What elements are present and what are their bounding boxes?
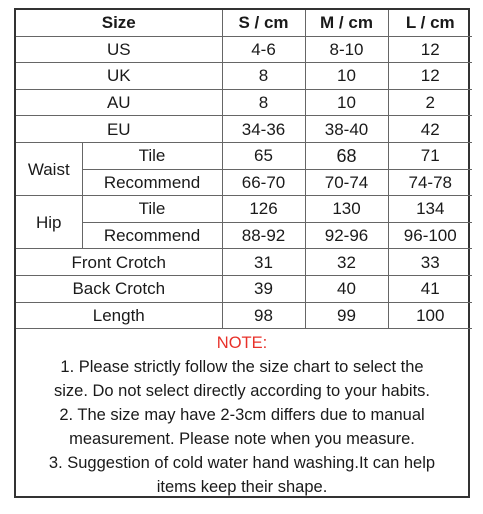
note-line: 3. Suggestion of cold water hand washing.It can help (48, 454, 436, 473)
cell-l: 12 (388, 63, 472, 90)
note-line: 1. Please strictly follow the size chart to select the (60, 358, 424, 377)
note-line: 2. The size may have 2-3cm differs due to manual (59, 406, 425, 425)
note-line: size. Do not select directly according to your habits. (53, 382, 430, 401)
cell-s: 8 (222, 89, 305, 116)
cell-l: 96-100 (388, 222, 472, 249)
cell-s: 39 (222, 275, 305, 302)
header-m: M / cm (305, 10, 388, 36)
cell-m: 40 (305, 275, 388, 302)
cell-s: 4-6 (222, 36, 305, 63)
cell-s: 34-36 (222, 116, 305, 143)
row-label: Back Crotch (16, 275, 222, 302)
note-line: items keep their shape. (156, 478, 328, 497)
table-row (16, 63, 472, 90)
cell-s: 31 (222, 249, 305, 276)
table-row (16, 275, 472, 302)
cell-l: 74-78 (388, 169, 472, 196)
header-l: L / cm (388, 10, 472, 36)
cell-l: 71 (388, 142, 472, 169)
table-row (16, 142, 472, 169)
sub-label: Tile (82, 196, 222, 223)
size-table (16, 10, 472, 329)
row-label: Length (16, 302, 222, 329)
row-label: US (16, 36, 222, 63)
size-chart (14, 8, 470, 498)
note-title: NOTE: (216, 334, 268, 353)
cell-s: 126 (222, 196, 305, 223)
sub-label: Recommend (82, 222, 222, 249)
cell-m: 130 (305, 196, 388, 223)
note-section (16, 329, 468, 499)
table-row (16, 36, 472, 63)
cell-m: 99 (305, 302, 388, 329)
row-label: AU (16, 89, 222, 116)
sub-label: Tile (82, 142, 222, 169)
cell-m: 8-10 (305, 36, 388, 63)
table-header-row (16, 10, 472, 36)
header-size: Size (16, 10, 222, 36)
note-line: measurement. Please note when you measure. (69, 430, 415, 449)
cell-m: 92-96 (305, 222, 388, 249)
cell-l: 2 (388, 89, 472, 116)
cell-l: 42 (388, 116, 472, 143)
table-row (16, 169, 472, 196)
cell-s: 8 (222, 63, 305, 90)
cell-l: 134 (388, 196, 472, 223)
cell-m: 70-74 (305, 169, 388, 196)
sub-label: Recommend (82, 169, 222, 196)
cell-l: 100 (388, 302, 472, 329)
cell-l: 12 (388, 36, 472, 63)
row-label: EU (16, 116, 222, 143)
cell-s: 88-92 (222, 222, 305, 249)
table-row (16, 116, 472, 143)
cell-m: 38-40 (305, 116, 388, 143)
hip-label: Hip (16, 196, 82, 249)
waist-label: Waist (16, 142, 82, 195)
cell-s: 66-70 (222, 169, 305, 196)
table-row (16, 249, 472, 276)
table-row (16, 302, 472, 329)
cell-m: 10 (305, 89, 388, 116)
cell-m: 10 (305, 63, 388, 90)
cell-m: 68 (305, 142, 388, 169)
row-label: Front Crotch (16, 249, 222, 276)
table-row (16, 222, 472, 249)
cell-l: 41 (388, 275, 472, 302)
cell-s: 65 (222, 142, 305, 169)
row-label: UK (16, 63, 222, 90)
cell-m: 32 (305, 249, 388, 276)
table-row (16, 89, 472, 116)
table-row (16, 196, 472, 223)
cell-s: 98 (222, 302, 305, 329)
header-s: S / cm (222, 10, 305, 36)
cell-l: 33 (388, 249, 472, 276)
